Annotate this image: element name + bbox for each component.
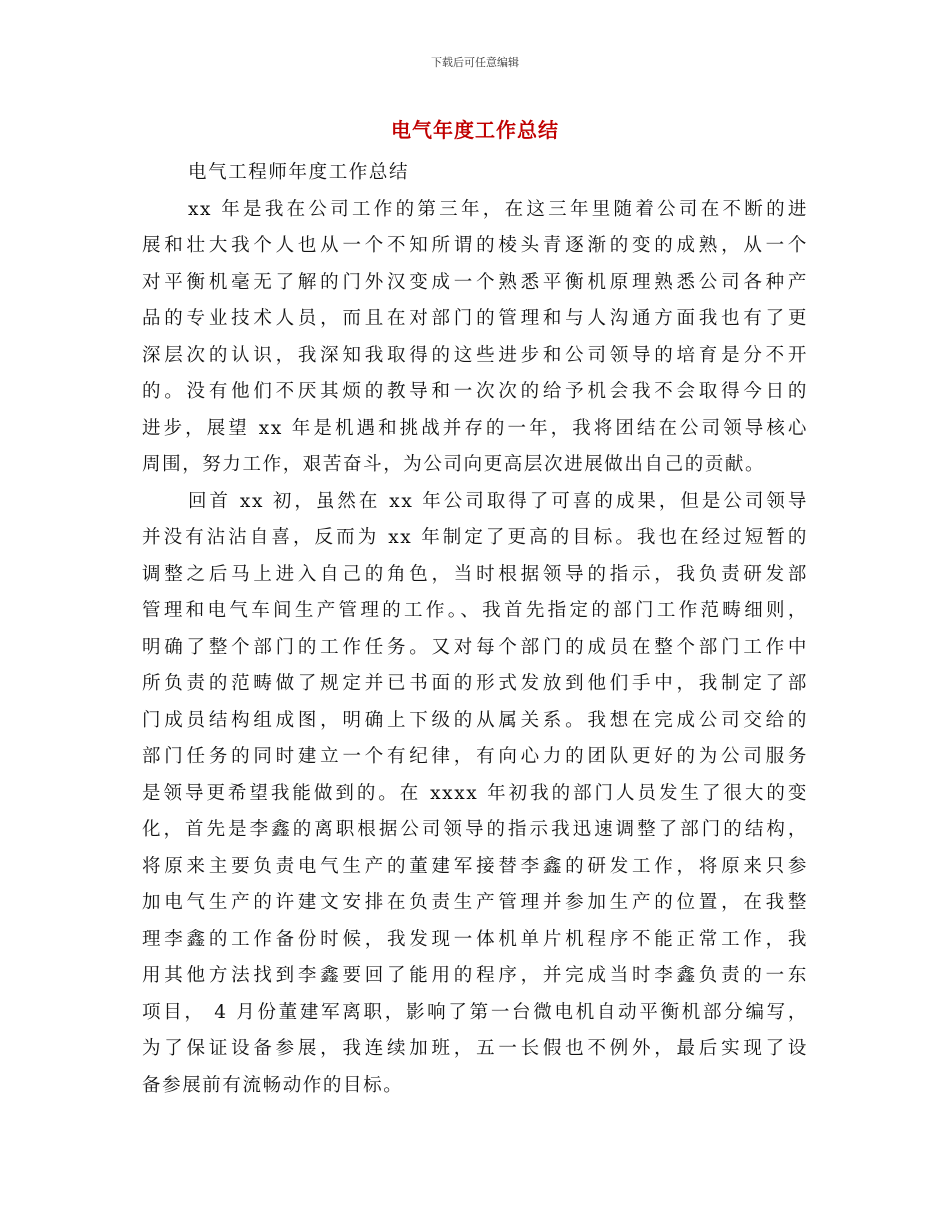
text-line: 所负责的范畴做了规定并已书面的形式发放到他们手中，我制定了部 xyxy=(142,673,808,694)
text-line: 备参展前有流畅动作的目标。 xyxy=(142,1074,404,1096)
document-title: 电气年度工作总结 xyxy=(391,118,559,142)
text-line: 项目， 4 月份董建军离职，影响了第一台微电机自动平衡机部分编写， xyxy=(142,1001,808,1023)
text-line: xx 年是我在公司工作的第三年，在这三年里随着公司在不断的进 xyxy=(188,198,808,220)
text-line: 调整之后马上进入自己的角色，当时根据领导的指示，我负责研发部 xyxy=(142,563,808,585)
text-line: 品的专业技术人员，而且在对部门的管理和与人沟通方面我也有了更 xyxy=(142,308,808,329)
text-line: 部门任务的同时建立一个有纪律，有向心力的团队更好的为公司服务 xyxy=(142,746,808,767)
text-line: 深层次的认识，我深知我取得的这些进步和公司领导的培育是分不开 xyxy=(142,344,808,366)
text-line: 为了保证设备参展，我连续加班，五一长假也不例外，最后实现了设 xyxy=(142,1038,808,1059)
text-line: 并没有沾沾自喜，反而为 xx 年制定了更高的目标。我也在经过短暂的 xyxy=(142,527,808,548)
text-line: 进步，展望 xx 年是机遇和挑战并存的一年，我将团结在公司领导核心 xyxy=(142,417,808,439)
text-line: 周围，努力工作，艰苦奋斗，为公司向更高层次进展做出自己的贡献。 xyxy=(142,454,766,475)
text-line: 回首 xx 初，虽然在 xx 年公司取得了可喜的成果，但是公司领导 xyxy=(188,490,808,512)
text-line: 理李鑫的工作备份时候，我发现一体机单片机程序不能正常工作，我 xyxy=(142,928,808,950)
text-line: 加电气生产的许建文安排在负责生产管理并参加生产的位置，在我整 xyxy=(142,892,808,913)
text-line: 对平衡机毫无了解的门外汉变成一个熟悉平衡机原理熟悉公司各种产 xyxy=(142,271,808,293)
text-line: 门成员结构组成图，明确上下级的从属关系。我想在完成公司交给的 xyxy=(142,709,808,731)
text-line: 将原来主要负责电气生产的董建军接替李鑫的研发工作，将原来只参 xyxy=(142,855,808,877)
text-line: 是领导更希望我能做到的。在 xxxx 年初我的部门人员发生了很大的变 xyxy=(142,782,808,804)
text-line: 管理和电气车间生产管理的工作。、我首先指定的部门工作范畴细则， xyxy=(142,600,808,621)
text-line: 的。没有他们不厌其烦的教导和一次次的给予机会我不会取得今日的 xyxy=(142,381,808,402)
header-note: 下载后可任意编辑 xyxy=(431,56,519,69)
document-body xyxy=(142,155,808,1104)
text-line: 电气工程师年度工作总结 xyxy=(188,162,410,183)
text-line: 化，首先是李鑫的离职根据公司领导的指示我迅速调整了部门的结构， xyxy=(142,819,808,840)
text-line: 明确了整个部门的工作任务。又对每个部门的成员在整个部门工作中 xyxy=(142,636,808,658)
text-line: 展和壮大我个人也从一个不知所谓的棱头青逐渐的变的成熟，从一个 xyxy=(142,235,808,256)
text-line: 用其他方法找到李鑫要回了能用的程序，并完成当时李鑫负责的一东 xyxy=(142,965,808,986)
